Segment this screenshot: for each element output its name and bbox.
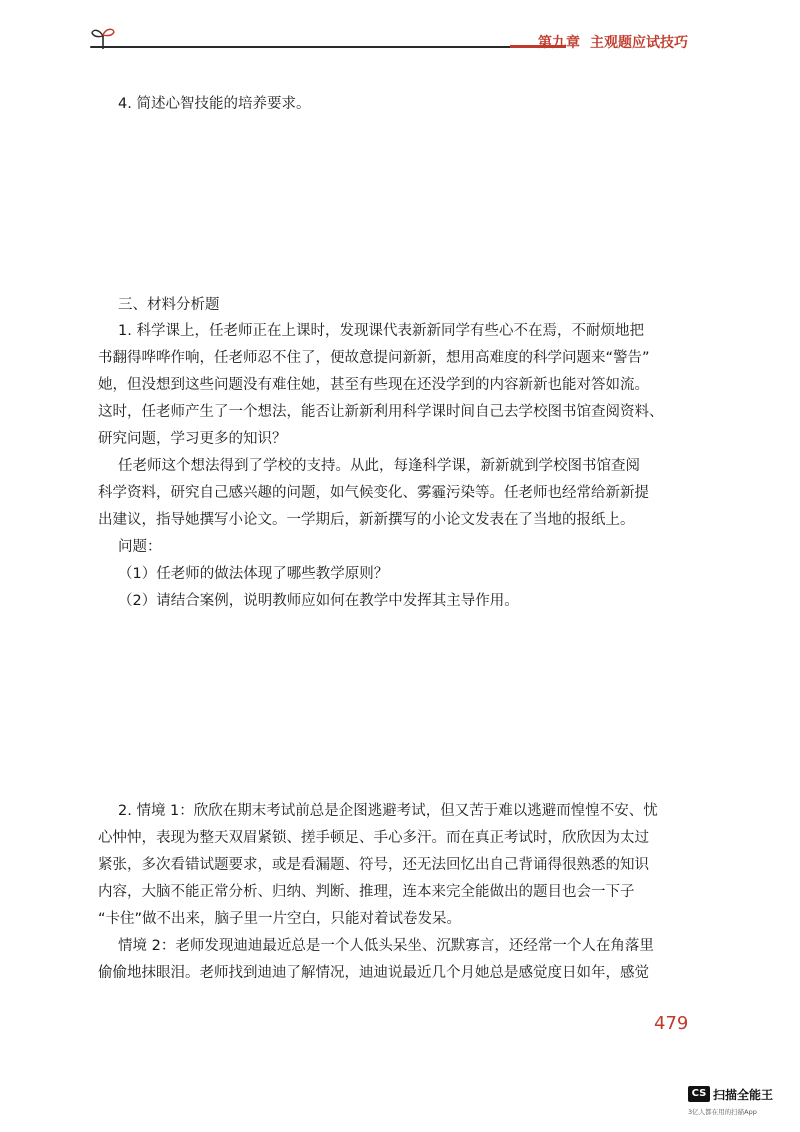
section-3-title: 三、材料分析题 [118,297,220,313]
sub-question-1: （1）任老师的做法体现了哪些教学原则？ [118,566,389,582]
text-line: 任老师这个想法得到了学校的支持。从此，每逢科学课，新新就到学校图书馆查阅 [118,458,640,474]
material-1-paragraph-1 [98,318,680,453]
page-number: 479 [654,1013,689,1034]
text-line: “卡住”做不出来，脑子里一片空白，只能对着试卷发呆。 [98,911,462,927]
material-1-paragraph-2 [98,453,680,534]
watermark-name: 扫描全能王 [713,1088,774,1102]
chapter-heading [538,32,688,52]
text-line: 她，但没想到这些问题没有难住她，甚至有些现在还没学到的内容新新也能对答如流。 [98,377,649,393]
text-line: 内容，大脑不能正常分析、归纳、判断、推理，连本来完全能做出的题目也会一下子 [98,884,635,900]
text-line: 研究问题，学习更多的知识？ [98,431,287,447]
question-4: 4. 简述心智技能的培养要求。 [118,96,311,112]
text-line: 1. 科学课上，任老师正在上课时，发现课代表新新同学有些心不在焉，不耐烦地把 [118,323,644,339]
watermark-tagline: 3亿人都在用的扫描App [688,1108,757,1116]
text-line: 这时，任老师产生了一个想法，能否让新新利用科学课时间自己去学校图书馆查阅资料、 [98,404,664,420]
text-line: 紧张，多次看错试题要求，或是看漏题、符号，还无法回忆出自己背诵得很熟悉的知识 [98,857,649,873]
header-rule [90,46,530,48]
scanner-watermark [688,1086,798,1126]
material-2-paragraph-2 [98,933,680,987]
text-line: 书翻得哗哗作响，任老师忍不住了，便故意提问新新，想用高难度的科学问题来“警告” [98,350,650,366]
text-line: 科学资料，研究自己感兴趣的问题，如气候变化、雾霾污染等。任老师也经常给新新提 [98,485,649,501]
text-line: 2. 情境 1：欣欣在期末考试前总是企图逃避考试，但又苦于难以逃避而惶惶不安、忧 [118,803,658,819]
page-header [90,22,700,62]
material-2 [98,798,680,987]
chapter-title: 主观题应试技巧 [590,35,688,51]
question-label: 问题： [118,539,162,555]
text-line: 情境 2：老师发现迪迪最近总是一个人低头呆坐、沉默寡言，还经常一个人在角落里 [118,938,654,954]
text-line: 心忡忡，表现为整天双眉紧锁、搓手顿足、手心多汗。而在真正考试时，欣欣因为太过 [98,830,649,846]
text-line: 偷偷地抹眼泪。老师找到迪迪了解情况，迪迪说最近几个月她总是感觉度日如年，感觉 [98,965,649,981]
camscanner-logo: CS [688,1086,710,1102]
text-line: 出建议，指导她撰写小论文。一学期后，新新撰写的小论文发表在了当地的报纸上。 [98,512,635,528]
sub-question-2: （2）请结合案例，说明教师应如何在教学中发挥其主导作用。 [118,593,519,609]
chapter-number: 第九章 [538,35,580,51]
material-2-paragraph-1 [98,798,680,933]
material-1 [98,318,680,615]
